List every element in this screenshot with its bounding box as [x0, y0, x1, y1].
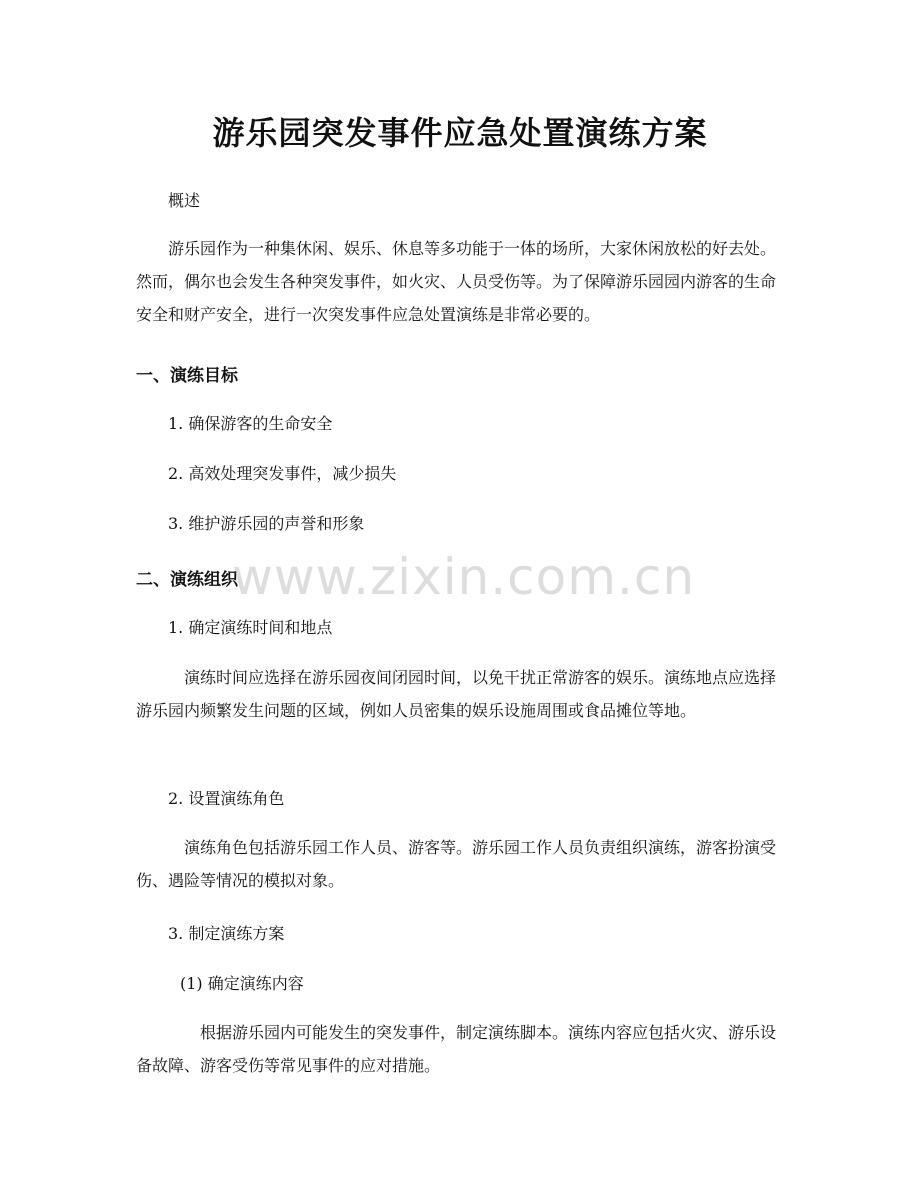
section2-subitem-1: (1) 确定演练内容	[180, 974, 304, 993]
section1-item-3: 3. 维护游乐园的声誉和形象	[168, 514, 365, 533]
overview-label: 概述	[168, 191, 201, 210]
section2-item-2-paragraph: 演练角色包括游乐园工作人员、游客等。游乐园工作人员负责组织演练，游客扮演受伤、遇险等情况的模拟对象。	[136, 838, 777, 890]
section2-item-2: 2. 设置演练角色	[168, 789, 285, 808]
section2-item-1-paragraph: 演练时间应选择在游乐园夜间闭园时间，以免干扰正常游客的娱乐。演练地点应选择游乐园内频繁发生问题的区域，例如人员密集的娱乐设施周围或食品摊位等地。	[136, 668, 777, 720]
watermark: www.zixin.com.cn	[232, 548, 696, 606]
section2-item-3: 3. 制定演练方案	[168, 924, 285, 943]
document-title: 游乐园突发事件应急处置演练方案	[212, 114, 708, 152]
section1-heading: 一、演练目标	[136, 366, 238, 386]
section1-item-2: 2. 高效处理突发事件，减少损失	[168, 464, 397, 483]
section1-item-1: 1. 确保游客的生命安全	[168, 414, 333, 433]
overview-paragraph: 游乐园作为一种集休闲、娱乐、休息等多功能于一体的场所，大家休闲放松的好去处。然而，偶尔也会发生各种突发事件，如火灾、人员受伤等。为了保障游乐园园内游客的生命安全和财产安全，进行一次突发事件应急处置演练是非常必要的。	[136, 239, 777, 324]
section2-heading: 二、演练组织	[136, 570, 238, 590]
section2-item-1: 1. 确定演练时间和地点	[168, 618, 333, 637]
section2-subitem-1-paragraph: 根据游乐园内可能发生的突发事件，制定演练脚本。演练内容应包括火灾、游乐设备故障、游客受伤等常见事件的应对措施。	[136, 1023, 777, 1075]
